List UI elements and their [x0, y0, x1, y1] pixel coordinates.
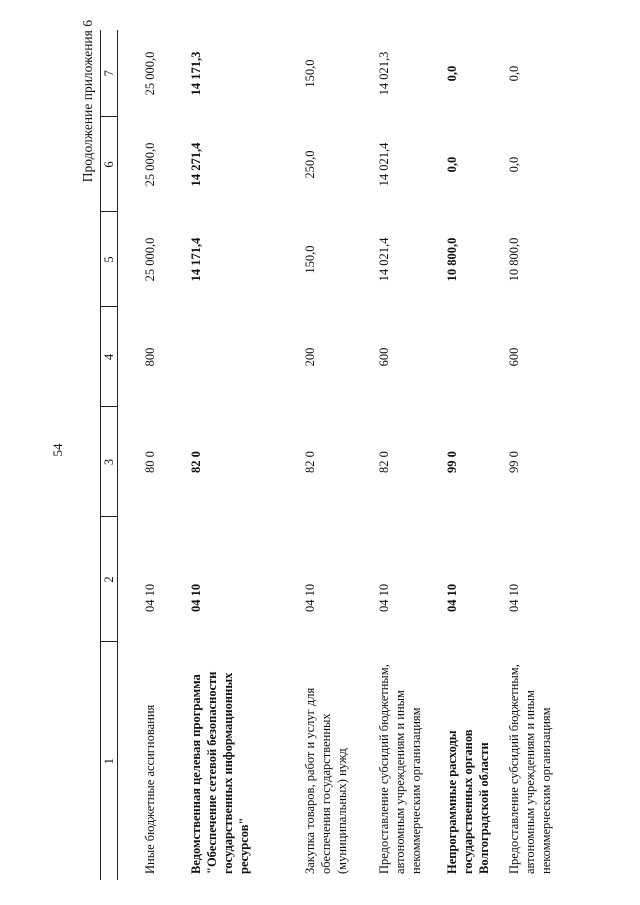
- row-expense-type: [436, 307, 498, 407]
- column-header: 7: [101, 30, 118, 117]
- column-header: 2: [101, 517, 118, 642]
- row-expense-type: [166, 307, 290, 407]
- column-header: 5: [101, 212, 118, 307]
- column-header: 6: [101, 117, 118, 212]
- table-row: [436, 30, 498, 880]
- row-expense-type: 800: [143, 347, 157, 367]
- row-expense-type: 200: [303, 347, 317, 367]
- row-program-code: 82 0: [377, 451, 391, 473]
- page-number: 54: [50, 443, 65, 457]
- table-header-row: [101, 30, 118, 880]
- row-name: Иные бюджетные ассигнования: [143, 704, 157, 874]
- row-section-code: 04 10: [189, 583, 203, 612]
- row-amount-col6: 0,0: [445, 156, 459, 173]
- row-amount-col7: 25 000,0: [143, 51, 157, 96]
- table-row: [166, 30, 290, 880]
- row-program-code: 82 0: [303, 451, 317, 473]
- row-program-code: 99 0: [507, 451, 521, 473]
- row-amount-col7: 14 021,3: [377, 51, 391, 96]
- budget-table: [100, 30, 580, 880]
- row-name: Непрограммные расходы государственных органов Волгоградской области: [445, 729, 491, 874]
- row-program-code: 80 0: [143, 451, 157, 473]
- row-amount-col6: 14 021,4: [377, 142, 391, 187]
- column-header: 4: [101, 307, 118, 407]
- appendix-caption: Продолжение приложения 6: [80, 20, 95, 183]
- row-program-code: 99 0: [445, 451, 459, 473]
- row-amount-col7: 14 171,3: [189, 51, 203, 96]
- row-amount-col5: 14 021,4: [377, 237, 391, 282]
- table-row: [118, 30, 167, 880]
- row-name: Закупка товаров, работ и услуг для обеспечения государственных (муниципальных) нужд: [303, 687, 349, 874]
- row-amount-col6: 25 000,0: [143, 142, 157, 187]
- row-amount-col5: 150,0: [303, 245, 317, 274]
- table-row: [360, 30, 436, 880]
- column-header: 3: [101, 407, 118, 517]
- row-name: Предоставление субсидий бюджетным, автономным учреждениям и иным некоммерческим организациям: [377, 664, 423, 874]
- row-section-code: 04 10: [445, 583, 459, 612]
- row-name: Предоставление субсидий бюджетным, автономным учреждениям и иным некоммерческим организациям: [507, 664, 553, 874]
- budget-table-container: [100, 30, 600, 880]
- row-amount-col6: 0,0: [507, 156, 521, 173]
- table-row: [498, 30, 580, 880]
- row-amount-col5: 14 171,4: [189, 237, 203, 282]
- row-section-code: 04 10: [143, 583, 157, 612]
- row-amount-col7: 0,0: [445, 65, 459, 82]
- row-amount-col5: 25 000,0: [143, 237, 157, 282]
- column-header: 1: [101, 642, 118, 880]
- row-section-code: 04 10: [303, 583, 317, 612]
- row-section-code: 04 10: [377, 583, 391, 612]
- row-amount-col7: 0,0: [507, 65, 521, 82]
- table-row: [290, 30, 360, 880]
- row-program-code: 82 0: [189, 451, 203, 473]
- row-expense-type: 600: [377, 347, 391, 367]
- row-amount-col6: 250,0: [303, 150, 317, 179]
- row-amount-col6: 14 271,4: [189, 142, 203, 187]
- row-amount-col5: 10 800,0: [445, 237, 459, 282]
- row-expense-type: 600: [507, 347, 521, 367]
- row-section-code: 04 10: [507, 583, 521, 612]
- row-name: Ведомственная целевая программа "Обеспечение сетевой безопасности государственных информационных ресурсов": [189, 671, 251, 874]
- row-amount-col5: 10 800,0: [507, 237, 521, 282]
- row-amount-col7: 150,0: [303, 59, 317, 88]
